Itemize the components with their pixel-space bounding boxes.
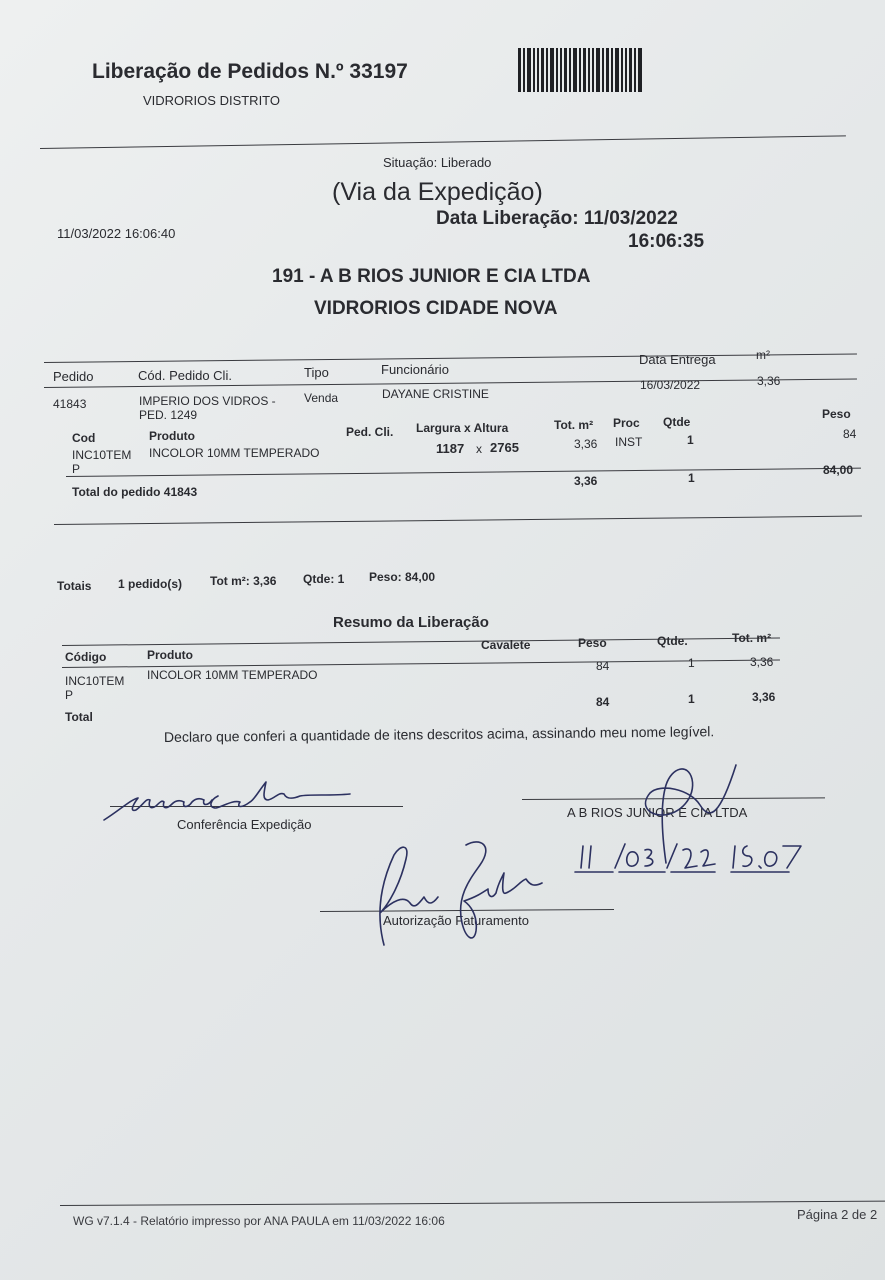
summary-qtde: 1 [688, 656, 695, 670]
item-tot-m2: 3,36 [574, 437, 598, 451]
client-signature-label: A B RIOS JUNIOR E CIA LTDA [567, 805, 748, 820]
totals-weight: Peso: 84,00 [369, 570, 436, 584]
summary-total-weight: 84 [596, 695, 610, 709]
item-qtde: 1 [687, 433, 694, 447]
summary-total-label: Total [65, 710, 93, 724]
col-cod-pedido-cli: Cód. Pedido Cli. [138, 368, 232, 383]
order-delivery-date: 16/03/2022 [640, 378, 701, 392]
via-label: (Via da Expedição) [332, 178, 543, 206]
release-date: Data Liberação: 11/03/2022 [436, 208, 678, 229]
order-number: 41843 [53, 397, 87, 411]
table-top-rule [44, 353, 857, 363]
totals-qtde: Qtde: 1 [303, 572, 345, 586]
item-col-produto: Produto [149, 429, 195, 443]
footer-printed-by: WG v7.1.4 - Relatório impresso por ANA PAULA em 11/03/2022 16:06 [73, 1214, 445, 1228]
handwritten-signature-autorizacao [370, 835, 560, 960]
client-store: VIDRORIOS CIDADE NOVA [314, 298, 558, 319]
document-subtitle: VIDRORIOS DISTRITO [143, 93, 280, 108]
order-total-weight: 84,00 [823, 463, 854, 477]
summary-col-peso: Peso [578, 636, 607, 650]
item-col-tot-m2: Tot. m² [554, 418, 594, 432]
handwritten-signature-conferencia [100, 770, 360, 831]
col-m2: m² [756, 348, 770, 362]
order-total-qtde: 1 [688, 471, 695, 485]
item-height: 2765 [490, 440, 519, 455]
footer-rule [60, 1201, 885, 1206]
document-title: Liberação de Pedidos N.º 33197 [92, 60, 408, 83]
summary-weight: 84 [596, 659, 610, 673]
summary-col-codigo: Código [65, 650, 107, 664]
item-width: 1187 [436, 441, 465, 456]
item-code-2: P [72, 462, 81, 476]
summary-col-qtde: Qtde. [657, 634, 688, 648]
print-timestamp: 11/03/2022 16:06:40 [57, 226, 176, 241]
totals-m2: Tot m²: 3,36 [210, 574, 277, 588]
summary-product: INCOLOR 10MM TEMPERADO [147, 668, 318, 682]
item-col-dimensions: Largura x Altura [416, 421, 509, 435]
order-employee: DAYANE CRISTINE [382, 387, 489, 401]
autorizacao-label: Autorização Faturamento [383, 913, 529, 928]
barcode [518, 48, 658, 92]
summary-total-qtde: 1 [688, 692, 695, 706]
declaration-text: Declaro que conferi a quantidade de itens descritos acima, assinando meu nome legível. [163, 723, 715, 745]
item-x: x [476, 442, 482, 456]
item-weight: 84 [843, 427, 857, 441]
order-m2: 3,36 [757, 374, 781, 388]
summary-col-cavalete: Cavalete [481, 638, 531, 652]
order-total-m2: 3,36 [574, 474, 598, 488]
col-data-entrega: Data Entrega [639, 352, 716, 367]
item-col-proc: Proc [613, 416, 640, 430]
summary-code-1: INC10TEM [65, 674, 125, 688]
summary-total-m2: 3,36 [752, 690, 776, 704]
item-col-cod: Cod [72, 431, 96, 445]
summary-tot-m2: 3,36 [750, 655, 774, 669]
item-col-ped-cli: Ped. Cli. [346, 425, 394, 439]
conferencia-label: Conferência Expedição [177, 817, 312, 832]
summary-title: Resumo da Liberação [333, 614, 489, 631]
totals-label: Totais [57, 579, 92, 593]
order-client-code-1: IMPERIO DOS VIDROS - [139, 394, 276, 408]
situation-label: Situação: Liberado [383, 155, 492, 170]
totals-orders: 1 pedido(s) [118, 577, 183, 591]
col-funcionario: Funcionário [381, 362, 449, 377]
item-proc: INST [615, 435, 643, 449]
item-col-qtde: Qtde [663, 415, 691, 429]
col-pedido: Pedido [53, 369, 94, 384]
summary-col-tot-m2: Tot. m² [732, 631, 772, 645]
release-time: 16:06:35 [628, 231, 705, 252]
item-col-peso: Peso [822, 407, 851, 421]
client-name: 191 - A B RIOS JUNIOR E CIA LTDA [272, 266, 591, 287]
col-tipo: Tipo [304, 365, 329, 380]
item-code-1: INC10TEM [72, 448, 132, 462]
order-total-label: Total do pedido 41843 [72, 485, 198, 499]
footer-page-number: Página 2 de 2 [797, 1207, 878, 1222]
item-total-rule [66, 468, 861, 477]
order-type: Venda [304, 391, 339, 405]
summary-code-2: P [65, 688, 74, 702]
order-client-code-2: PED. 1249 [139, 408, 198, 422]
table-bottom-rule [54, 516, 862, 525]
handwritten-date [575, 838, 815, 883]
summary-col-produto: Produto [147, 648, 193, 662]
divider [40, 135, 846, 149]
item-product: INCOLOR 10MM TEMPERADO [149, 446, 320, 460]
